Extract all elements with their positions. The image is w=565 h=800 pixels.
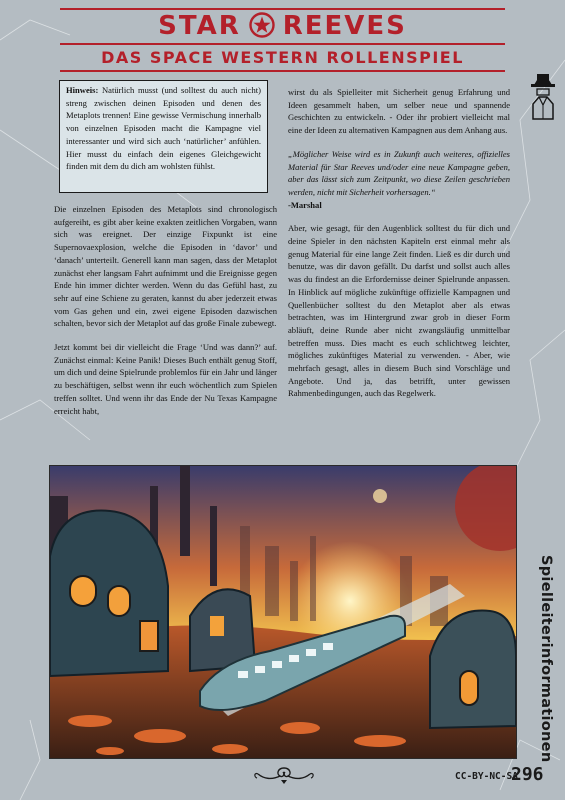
page-title: STAR REEVES: [158, 11, 407, 41]
cowboy-icon: [530, 72, 556, 122]
license-label: CC-BY-NC-SA: [455, 771, 518, 782]
right-column: [288, 86, 510, 411]
left-paragraph-2: Jetzt kommt bei dir vielleicht die Frage ‘Und was dann?’ auf. Zunächst einmal: Keine Panik! Dieses Buch enthält genug Stoff, um dich und deine Spielrunde problemlos für ein Jahr und länger zu beschäftigen, selbst wenn ihr euch wöchentlich zum Spielen treffen solltet. Und wenn ihr das Ende der Nu Texas Kampagne erreicht habt,: [54, 342, 277, 416]
star-emblem-icon: [249, 12, 275, 38]
header-rule-mid: [60, 43, 505, 45]
page-number: 296: [511, 764, 544, 785]
left-column: [54, 203, 277, 428]
hint-label: Hinweis:: [66, 85, 99, 95]
right-paragraph-2: Aber, wie gesagt, für den Augenblick solltest du für dich und deine Spieler in den nächsten Kapiteln erst einmal mehr als genug Material für eine lange Zeit finden. Ließ es dir durch und benutze, was dir davon gefällt. Du darfst und sollst auch alles was du findest an die Erfordernisse deiner Spielrunde anpassen. In Hinblick auf mögliche zukünftige offizielle Kampagnen und Quellenbücher solltest du den Metaplot aber als etwas betrachten, was im Hintergrund zwar grob in dieser Form abläuft, deine Runde aber nicht zwangsläufig unmittelbar betreffen muss. Dies macht es euch schlichtweg leichter, mögliches zukünftiges Material zu verwenden. - Aber, wie mehrfach gesagt, alles in diesem Buch sind Vorschläge und Angebote. Und ja, das betrifft, unter gewissen Rahmenbedingungen, auch das Regelwerk.: [288, 223, 510, 399]
header-rule-top: [60, 8, 505, 10]
left-paragraph-1: Die einzelnen Episoden des Metaplots sind chronologisch aufgereiht, es gibt aber keine exakten zeitlichen Vorgaben, wann sich was ereignet. Der einzige Fixpunkt ist eine Supernovaexplosion, welche die Episoden in ‘davor’ und ‘danach’ unterteilt. Generell kann man sagen, dass der Metaplot zunächst eher langsam Fahrt aufnimmt und die Ereignisse gegen Ende hin immer dichter werden. Wenn du das Gefühl hast, zu sehr auf eine Schiene zu geraten, kannst du aber jederzeit etwas vom Gas gehen und ein, zwei eigene Episoden dazwischen schalten, bevor sich der Metaplot auf das große Finale zubewegt.: [54, 204, 277, 329]
illustration-space-western-town: [49, 465, 517, 759]
quote-signature: -Marshal: [288, 199, 322, 210]
right-paragraph-1: wirst du als Spielleiter mit Sicherheit genug Erfahrung und Ideen gesammelt haben, um selber neue und spannende Geschichten zu entwickeln. - Oder ihr probiert vielleicht mal eine der Ideen zu alternativen Kampagnen aus dem Anhang aus.: [288, 87, 510, 136]
hint-text: Natürlich musst (und solltest du auch nicht) streng zwischen deinen Episoden und denen des Metaplots trennen! Eine gewisse Vermischung innerhalb von einzelnen Episoden macht die Kampagne viel interessanter und wird sich auch ‘natürlicher’ anfühlen. Hier musst du einfach dein eigenes Gleichgewicht finden mit dem du dich am wohlsten fühlst.: [66, 85, 261, 172]
quote: „Möglicher Weise wird es in Zukunft auch weiteres, offizielles Material für Star Reeves und/oder eine neue Kampagne geben, aber das lässt sich zum Zeitpunkt, wo diese Zeilen geschrieben werden, nicht mit Sicherheit vorhersagen.“: [288, 148, 510, 197]
header-rule-bottom: [60, 70, 505, 72]
hint-box: [59, 80, 268, 193]
ornament-icon: [252, 764, 316, 786]
page-subtitle: DAS SPACE WESTERN ROLLENSPIEL: [101, 48, 464, 67]
chapter-side-label: Spielleiterinformationen: [538, 555, 554, 763]
